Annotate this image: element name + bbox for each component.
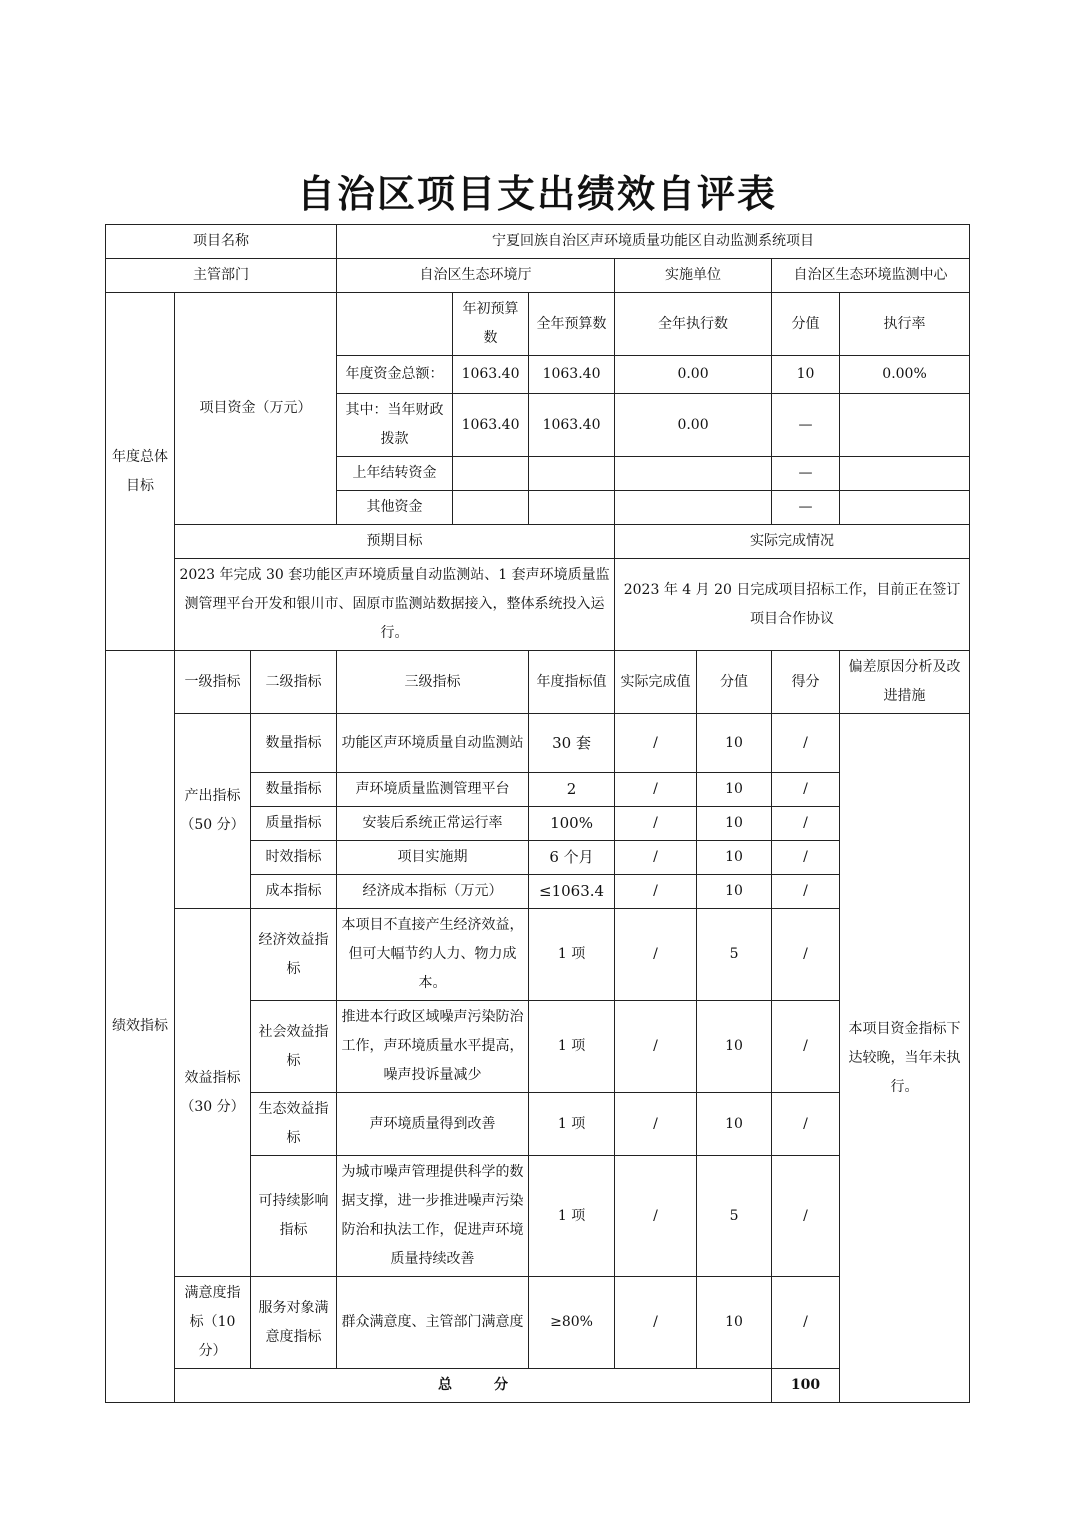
indicator-level2: 服务对象满意度指标 bbox=[251, 1277, 337, 1369]
indicator-target: 30 套 bbox=[529, 714, 615, 773]
indicator-level2: 时效指标 bbox=[251, 841, 337, 875]
indicator-score: / bbox=[772, 1093, 840, 1156]
indicator-level2: 成本指标 bbox=[251, 875, 337, 909]
funds-row-label: 其中：当年财政拨款 bbox=[337, 394, 453, 457]
funds-row-executed: 0.00 bbox=[615, 356, 772, 394]
funds-row-executed: 0.00 bbox=[615, 394, 772, 457]
indicator-actual: / bbox=[615, 841, 697, 875]
actual-completion-text: 2023 年 4 月 20 日完成项目招标工作，目前正在签订项目合作协议 bbox=[615, 559, 970, 651]
funds-row-rate bbox=[840, 491, 970, 525]
project-name-label: 项目名称 bbox=[106, 225, 337, 259]
indicator-score-value: 10 bbox=[697, 773, 772, 807]
header-level2: 二级指标 bbox=[251, 651, 337, 714]
indicator-row bbox=[106, 714, 970, 773]
funds-row-label: 年度资金总额： bbox=[337, 356, 453, 394]
funds-row-label: 其他资金 bbox=[337, 491, 453, 525]
indicator-score: / bbox=[772, 841, 840, 875]
indicator-target: 1 项 bbox=[529, 1156, 615, 1277]
indicator-section-label: 绩效指标 bbox=[106, 651, 175, 1403]
funds-header-annual: 全年预算数 bbox=[529, 293, 615, 356]
indicator-level2: 经济效益指标 bbox=[251, 909, 337, 1001]
funds-row-rate bbox=[840, 394, 970, 457]
expected-goal-label: 预期目标 bbox=[175, 525, 615, 559]
indicator-target: 1 项 bbox=[529, 909, 615, 1001]
funds-header-executed: 全年执行数 bbox=[615, 293, 772, 356]
indicator-actual: / bbox=[615, 1001, 697, 1093]
indicator-level2: 质量指标 bbox=[251, 807, 337, 841]
indicator-target: 100% bbox=[529, 807, 615, 841]
indicator-target: 6 个月 bbox=[529, 841, 615, 875]
total-label: 总 分 bbox=[175, 1369, 772, 1403]
group-satisfaction: 满意度指标（10 分） bbox=[175, 1277, 251, 1369]
indicator-score-value: 5 bbox=[697, 909, 772, 1001]
indicator-score-value: 10 bbox=[697, 807, 772, 841]
funds-row-score-value: 10 bbox=[772, 356, 840, 394]
indicator-level3: 安装后系统正常运行率 bbox=[337, 807, 529, 841]
indicator-score: / bbox=[772, 773, 840, 807]
indicator-level3: 功能区声环境质量自动监测站 bbox=[337, 714, 529, 773]
project-name-value: 宁夏回族自治区声环境质量功能区自动监测系统项目 bbox=[337, 225, 970, 259]
indicator-level2: 数量指标 bbox=[251, 714, 337, 773]
funds-header-score-value: 分值 bbox=[772, 293, 840, 356]
funds-row-label: 上年结转资金 bbox=[337, 457, 453, 491]
funds-label: 项目资金（万元） bbox=[175, 293, 337, 525]
indicator-actual: / bbox=[615, 1277, 697, 1369]
funds-row-annual: 1063.40 bbox=[529, 394, 615, 457]
indicator-score: / bbox=[772, 1001, 840, 1093]
indicator-score: / bbox=[772, 1156, 840, 1277]
indicator-score: / bbox=[772, 807, 840, 841]
indicator-level3: 本项目不直接产生经济效益，但可大幅节约人力、物力成本。 bbox=[337, 909, 529, 1001]
deviation-analysis: 本项目资金指标下达较晚，当年未执行。 bbox=[840, 714, 970, 1403]
funds-header-blank bbox=[337, 293, 453, 356]
dept-label: 主管部门 bbox=[106, 259, 337, 293]
actual-completion-label: 实际完成情况 bbox=[615, 525, 970, 559]
indicator-level3: 推进本行政区域噪声污染防治工作，声环境质量水平提高，噪声投诉量减少 bbox=[337, 1001, 529, 1093]
header-level3: 三级指标 bbox=[337, 651, 529, 714]
annual-goal-label: 年度总体目标 bbox=[106, 293, 175, 651]
indicator-level2: 可持续影响指标 bbox=[251, 1156, 337, 1277]
indicator-target: 1 项 bbox=[529, 1001, 615, 1093]
goals-content-row bbox=[106, 559, 970, 651]
header-score-value: 分值 bbox=[697, 651, 772, 714]
indicator-score-value: 10 bbox=[697, 1001, 772, 1093]
funds-header-row bbox=[106, 293, 970, 356]
expected-goal-text: 2023 年完成 30 套功能区声环境质量自动监测站、1 套声环境质量监测管理平台开发和银川市、固原市监测站数据接入，整体系统投入运行。 bbox=[175, 559, 615, 651]
indicator-level3: 为城市噪声管理提供科学的数据支撑，进一步推进噪声污染防治和执法工作，促进声环境质量持续改善 bbox=[337, 1156, 529, 1277]
funds-row-annual bbox=[529, 457, 615, 491]
indicator-score-value: 10 bbox=[697, 714, 772, 773]
header-target: 年度指标值 bbox=[529, 651, 615, 714]
indicator-score: / bbox=[772, 909, 840, 1001]
indicator-target: ≤1063.4 bbox=[529, 875, 615, 909]
header-level1: 一级指标 bbox=[175, 651, 251, 714]
indicator-score-value: 10 bbox=[697, 875, 772, 909]
funds-row-rate bbox=[840, 457, 970, 491]
indicator-level2: 数量指标 bbox=[251, 773, 337, 807]
total-score-value: 100 bbox=[772, 1369, 840, 1403]
funds-row-executed bbox=[615, 457, 772, 491]
unit-value: 自治区生态环境监测中心 bbox=[772, 259, 970, 293]
indicator-target: 2 bbox=[529, 773, 615, 807]
indicator-score-value: 10 bbox=[697, 1277, 772, 1369]
indicator-score: / bbox=[772, 1277, 840, 1369]
indicator-actual: / bbox=[615, 1093, 697, 1156]
indicator-target: ≥80% bbox=[529, 1277, 615, 1369]
funds-row-initial bbox=[453, 457, 529, 491]
dept-value: 自治区生态环境厅 bbox=[337, 259, 615, 293]
unit-label: 实施单位 bbox=[615, 259, 772, 293]
indicator-level2: 社会效益指标 bbox=[251, 1001, 337, 1093]
indicator-score-value: 10 bbox=[697, 1093, 772, 1156]
funds-header-initial: 年初预算数 bbox=[453, 293, 529, 356]
funds-row-annual: 1063.40 bbox=[529, 356, 615, 394]
indicator-actual: / bbox=[615, 909, 697, 1001]
evaluation-table bbox=[105, 224, 970, 1403]
funds-row-score-value: — bbox=[772, 394, 840, 457]
group-output: 产出指标（50 分） bbox=[175, 714, 251, 909]
funds-header-rate: 执行率 bbox=[840, 293, 970, 356]
dept-row bbox=[106, 259, 970, 293]
indicator-target: 1 项 bbox=[529, 1093, 615, 1156]
page-title: 自治区项目支出绩效自评表 bbox=[296, 171, 777, 216]
indicator-score-value: 10 bbox=[697, 841, 772, 875]
indicator-level3: 经济成本指标（万元） bbox=[337, 875, 529, 909]
funds-row-executed bbox=[615, 491, 772, 525]
funds-row-initial: 1063.40 bbox=[453, 394, 529, 457]
indicator-level3: 声环境质量得到改善 bbox=[337, 1093, 529, 1156]
indicator-actual: / bbox=[615, 714, 697, 773]
indicator-actual: / bbox=[615, 807, 697, 841]
goals-header-row bbox=[106, 525, 970, 559]
indicator-score: / bbox=[772, 714, 840, 773]
indicator-score-value: 5 bbox=[697, 1156, 772, 1277]
header-score: 得分 bbox=[772, 651, 840, 714]
funds-row-initial: 1063.40 bbox=[453, 356, 529, 394]
indicator-level3: 项目实施期 bbox=[337, 841, 529, 875]
indicator-level2: 生态效益指标 bbox=[251, 1093, 337, 1156]
funds-row-annual bbox=[529, 491, 615, 525]
indicator-actual: / bbox=[615, 773, 697, 807]
group-benefit: 效益指标（30 分） bbox=[175, 909, 251, 1277]
funds-row-initial bbox=[453, 491, 529, 525]
funds-row-score-value: — bbox=[772, 491, 840, 525]
indicator-actual: / bbox=[615, 1156, 697, 1277]
header-analysis: 偏差原因分析及改进措施 bbox=[840, 651, 970, 714]
indicator-score: / bbox=[772, 875, 840, 909]
indicator-level3: 声环境质量监测管理平台 bbox=[337, 773, 529, 807]
funds-row-rate: 0.00% bbox=[840, 356, 970, 394]
header-actual: 实际完成值 bbox=[615, 651, 697, 714]
indicator-header-row bbox=[106, 651, 970, 714]
project-name-row bbox=[106, 225, 970, 259]
funds-row-score-value: — bbox=[772, 457, 840, 491]
indicator-actual: / bbox=[615, 875, 697, 909]
indicator-level3: 群众满意度、主管部门满意度 bbox=[337, 1277, 529, 1369]
